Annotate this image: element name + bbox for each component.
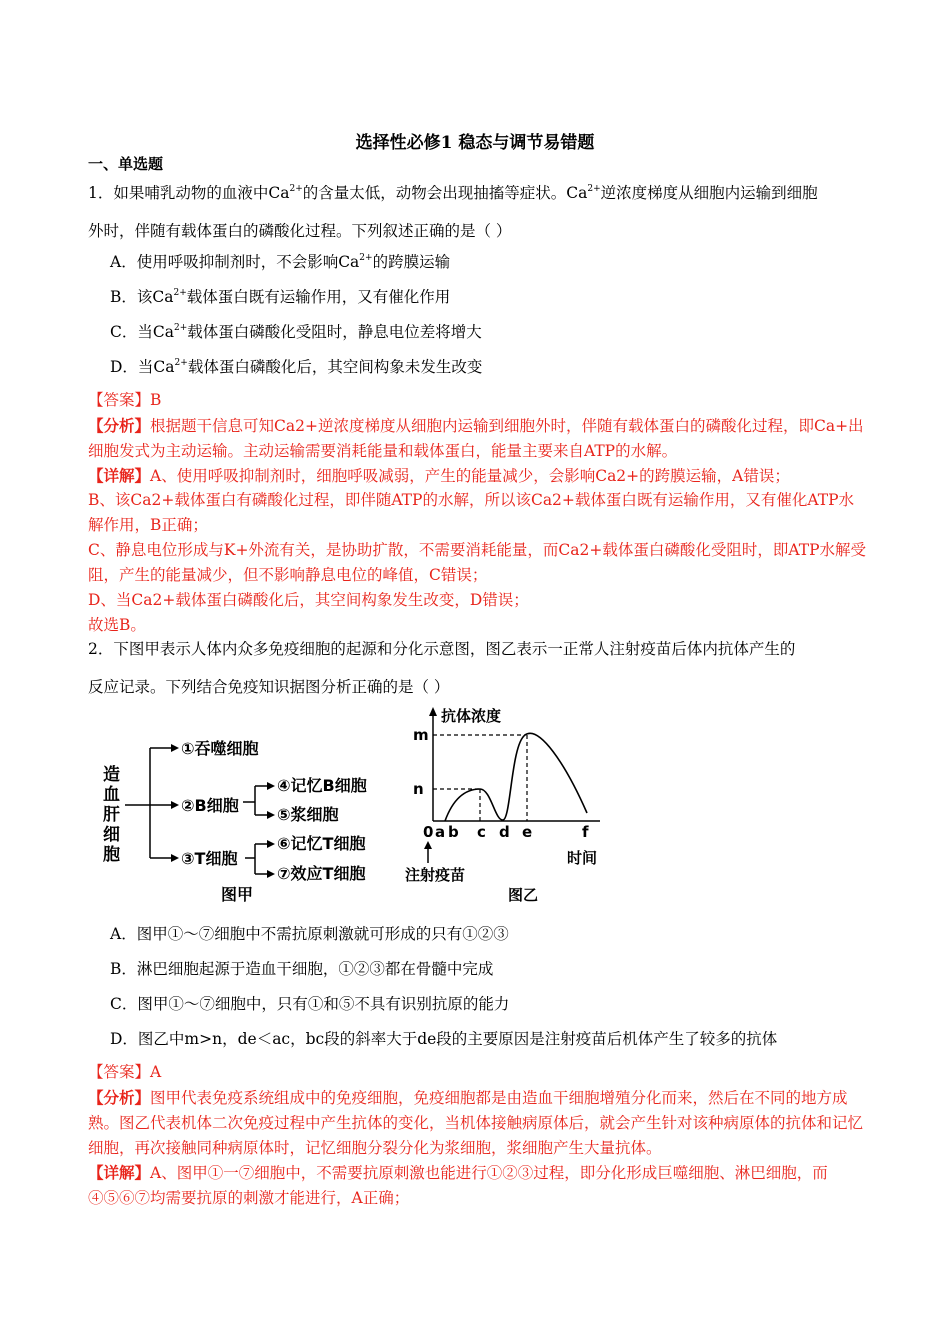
q2-analysis: 【分析】图甲代表免疫系统组成中的免疫细胞，免疫细胞都是由造血干细胞增殖分化而来，然后在不同的地方成熟。图乙代表机体二次免疫过程中产生抗体的变化，当机体接触病原体后，就会产生针对该种病原体的抗体和记忆细胞，再次接触同种病原体时，记忆细胞分裂分化为浆细胞，浆细胞产生大量抗体。 <box>88 1088 864 1157</box>
caption-yi: 图乙 <box>508 886 539 904</box>
q1-conclusion: 故选B。 <box>88 616 146 634</box>
q2-option-d: D．图乙中m>n，de＜ac，bc段的斜率大于de段的主要原因是注射疫苗后机体产生了较多的抗体 <box>110 1030 778 1048</box>
q1-option-b: B．该$Ca^{2+}$载体蛋白既有运输作用，又有催化作用 <box>110 288 451 306</box>
source-char-5: 胞 <box>103 845 120 865</box>
q1-detail-b: B、该Ca2+载体蛋白有磷酸化过程，即伴随ATP的水解，所以该Ca2+载体蛋白既有运输作用，又有催化ATP水解作用，B正确； <box>88 491 855 534</box>
q1-detail-a: 【详解】A、使用呼吸抑制剂时，细胞呼吸减弱，产生的能量减少，会影响Ca2+的跨膜运输，A错误； <box>88 466 790 485</box>
tick-b: b <box>448 823 459 841</box>
tick-f: f <box>582 823 589 841</box>
antibody-curve <box>445 733 587 821</box>
injection-label: 注射疫苗 <box>405 866 466 884</box>
label-m: m <box>413 726 429 744</box>
node-b-cell: ②B细胞 <box>181 796 239 815</box>
tick-0: 0 <box>423 823 434 841</box>
tick-a: a <box>435 823 446 841</box>
q2-option-a: A．图甲①～⑦细胞中不需抗原刺激就可形成的只有①②③ <box>110 925 509 943</box>
tick-e: e <box>522 823 533 841</box>
q1-option-a: A．使用呼吸抑制剂时，不会影响$Ca^{2+}$的跨膜运输 <box>110 253 451 271</box>
q2-option-c: C．图甲①～⑦细胞中，只有①和⑤不具有识别抗原的能力 <box>110 995 510 1013</box>
q1-analysis: 【分析】根据题干信息可知Ca2+逆浓度梯度从细胞内运输到细胞外时，伴随有载体蛋白的磷酸化过程，即Ca+出细胞发式为主动运输。主动运输需要消耗能量和载体蛋白，能量主要来自ATP的水解。 <box>88 416 864 460</box>
node-phagocyte: ①吞噬细胞 <box>181 739 259 758</box>
figure-yi <box>405 703 620 908</box>
source-char-4: 细 <box>103 825 120 845</box>
q1-option-d: D．当$Ca^{2+}$载体蛋白磷酸化后，其空间构象未发生改变 <box>110 358 483 376</box>
node-memory-t: ⑥记忆T细胞 <box>277 834 366 853</box>
source-char-3: 肝 <box>103 805 120 825</box>
injection-arrow-icon <box>424 841 432 849</box>
node-effector-t: ⑦效应T细胞 <box>277 864 366 883</box>
source-char-1: 造 <box>103 765 120 785</box>
y-axis-label: 抗体浓度 <box>441 707 502 725</box>
section-heading: 一、单选题 <box>88 155 164 173</box>
q1-option-c: C．当$Ca^{2+}$载体蛋白磷酸化受阻时，静息电位差将增大 <box>110 323 482 341</box>
node-memory-b: ④记忆B细胞 <box>277 776 367 795</box>
q2-answer: 【答案】A <box>88 1063 162 1081</box>
q1-detail-d: D、当Ca2+载体蛋白磷酸化后，其空间构象发生改变，D错误； <box>88 591 529 609</box>
q2-option-b: B．淋巴细胞起源于造血干细胞，①②③都在骨髓中完成 <box>110 960 494 978</box>
question-2-stem: 2．下图甲表示人体内众多免疫细胞的起源和分化示意图，图乙表示一正常人注射疫苗后体内抗体产生的 反应记录。下列结合免疫知识据图分析正确的是（ ） <box>88 640 796 696</box>
page-title: 选择性必修1 稳态与调节易错题 <box>355 133 595 153</box>
question-1-stem: 1．如果哺乳动物的血液中$Ca^{2+}$的含量太低，动物会出现抽搐等症状。$Ca^{2+}$逆浓度梯度从细胞内运输到细胞 外时，伴随有载体蛋白的磷酸化过程。下列叙述正确的是（ ） <box>88 184 818 240</box>
tick-c: c <box>477 823 486 841</box>
node-t-cell: ③T细胞 <box>181 849 238 868</box>
q1-answer: 【答案】B <box>88 391 162 409</box>
y-axis-arrow-icon <box>429 707 437 716</box>
q1-detail-c: C、静息电位形成与K+外流有关，是协助扩散，不需要消耗能量，而Ca2+载体蛋白磷酸化受阻时，即ATP水解受阻，产生的能量减少，但不影响静息电位的峰值，C错误； <box>88 541 866 584</box>
label-n: n <box>413 780 424 798</box>
x-axis-label: 时间 <box>567 849 598 867</box>
caption-jia: 图甲 <box>221 885 254 904</box>
tick-d: d <box>499 823 510 841</box>
source-char-2: 血 <box>103 785 120 805</box>
figure-jia <box>95 730 405 905</box>
node-plasma: ⑤浆细胞 <box>277 805 339 824</box>
q2-detail-a: 【详解】A、图甲①一⑦细胞中，不需要抗原刺激也能进行①②③过程，即分化形成巨噬细胞、淋巴细胞，而④⑤⑥⑦均需要抗原的刺激才能进行，A正确； <box>88 1163 828 1207</box>
